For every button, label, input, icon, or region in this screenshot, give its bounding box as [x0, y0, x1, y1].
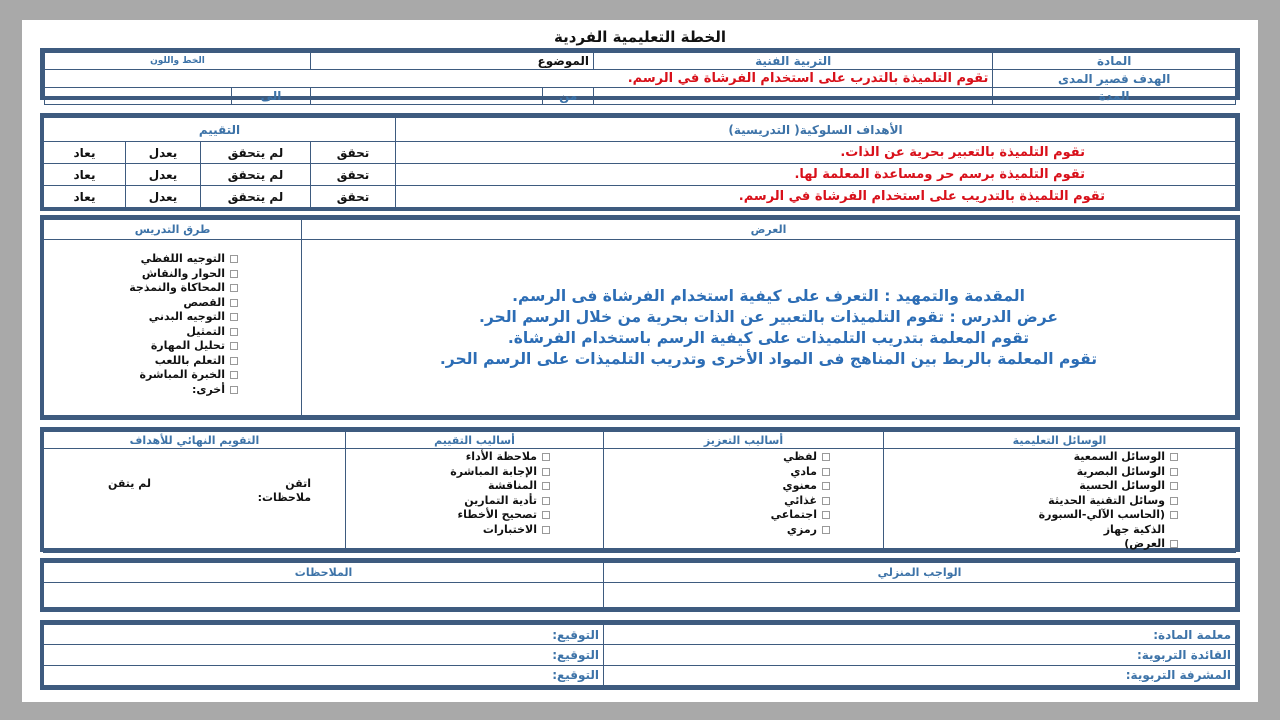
page-title: الخطة التعليمية الفردية [554, 28, 726, 46]
teaching-methods-list [44, 240, 302, 416]
assessment-methods-header: أساليب التقييم [346, 432, 604, 449]
aids-header: الوسائل التعليمية [884, 432, 1236, 449]
signature-label: التوقيع: [44, 665, 604, 685]
reinforcement-item[interactable]: معنوي [604, 479, 835, 494]
subject-label: المادة [993, 53, 1236, 70]
checkbox[interactable] [542, 526, 550, 534]
achieved-label: تحقق [311, 186, 396, 208]
checkbox[interactable] [1170, 482, 1178, 490]
aid-item[interactable]: وسائل التقنية الحديثة [884, 494, 1183, 509]
checkbox[interactable] [542, 468, 550, 476]
teaching-method-item[interactable]: الخبرة المباشرة [44, 368, 243, 383]
objective-row-1: تقوم التلميذة بالتعبير بحرية عن الذات. [396, 142, 1236, 164]
teaching-method-item[interactable]: القصص [44, 296, 243, 311]
aid-item[interactable]: الوسائل السمعية [884, 450, 1183, 465]
assessment-item[interactable]: الإجابة المباشرة [346, 465, 555, 480]
checkbox[interactable] [542, 453, 550, 461]
modified-label: يعدل [126, 164, 201, 186]
checkbox[interactable] [542, 511, 550, 519]
reinforcement-item[interactable]: مادي [604, 465, 835, 480]
header-info-section [40, 48, 1240, 103]
checkbox[interactable] [822, 482, 830, 490]
final-evaluation-header: التقويم النهائي للأهداف [44, 432, 346, 449]
homework-body[interactable] [604, 583, 1236, 608]
topic-label: الموضوع [310, 53, 593, 70]
assessment-list [346, 449, 604, 553]
homework-section [40, 558, 1240, 612]
checkbox[interactable] [822, 468, 830, 476]
teaching-method-item[interactable]: تحليل المهارة [44, 339, 243, 354]
checkbox[interactable] [230, 357, 238, 365]
presentation-header: العرض [302, 220, 1236, 240]
checkbox[interactable] [230, 299, 238, 307]
teaching-method-item[interactable]: التمثيل [44, 325, 243, 340]
mastered-label: اتقن [285, 477, 311, 490]
checkbox[interactable] [1170, 540, 1178, 548]
blank-cell [45, 88, 232, 105]
checkbox[interactable] [230, 386, 238, 394]
checkbox[interactable] [822, 526, 830, 534]
reinforcement-list [604, 449, 884, 553]
achieved-label: تحقق [311, 164, 396, 186]
aid-item[interactable]: العرض) [884, 537, 1183, 552]
checkbox[interactable] [822, 511, 830, 519]
from-label: من [543, 88, 594, 105]
reinforcement-header: أساليب التعزيز [604, 432, 884, 449]
presentation-line-3: تقوم المعلمة بتدريب التلميذات على كيفية الرسم باستخدام الفرشاة. [507, 328, 1030, 347]
subject-teacher-label: معلمة المادة: [604, 625, 1236, 645]
presentation-line-2: عرض الدرس : تقوم التلميذات بالتعبير عن الذات بحرية من خلال الرسم الحر. [479, 307, 1058, 326]
short-term-goal-label: الهدف قصير المدى [993, 70, 1236, 88]
not-achieved-label: لم يتحقق [201, 164, 311, 186]
lesson-plan-page [22, 20, 1258, 702]
assessment-item[interactable]: ملاحظة الأداء [346, 450, 555, 465]
checkbox[interactable] [1170, 497, 1178, 505]
not-achieved-label: لم يتحقق [201, 186, 311, 208]
duration-to-value [310, 88, 543, 105]
signatures-section [40, 620, 1240, 690]
presentation-section [40, 215, 1240, 420]
repeat-label: يعاد [44, 164, 126, 186]
teaching-method-item[interactable]: التوجيه اللفظي [44, 252, 243, 267]
remarks-header: الملاحظات [44, 563, 604, 583]
line-color-label: الخط واللون [45, 53, 311, 70]
teaching-methods-header: طرق التدريس [44, 220, 302, 240]
aid-item-continued: الذكية جهاز [1103, 522, 1165, 536]
checkbox[interactable] [230, 328, 238, 336]
modified-label: يعدل [126, 186, 201, 208]
checkbox[interactable] [230, 284, 238, 292]
aid-item[interactable]: (الحاسب الآلي-السبورة [884, 508, 1183, 523]
modified-label: يعدل [126, 142, 201, 164]
checkbox[interactable] [822, 453, 830, 461]
teaching-method-item[interactable]: التوجيه البدني [44, 310, 243, 325]
educational-supervisor-label: المشرفة التربوية: [604, 665, 1236, 685]
assessment-item[interactable]: تأدية التمارين [346, 494, 555, 509]
duration-from-value [594, 88, 993, 105]
to-label: الى [232, 88, 311, 105]
checkbox[interactable] [230, 313, 238, 321]
objective-row-2: تقوم التلميذة برسم حر ومساعدة المعلمة لها. [396, 164, 1236, 186]
not-achieved-label: لم يتحقق [201, 142, 311, 164]
reinforcement-item[interactable]: غذائي [604, 494, 835, 509]
homework-header: الواجب المنزلي [604, 563, 1236, 583]
reinforcement-item[interactable]: اجتماعي [604, 508, 835, 523]
objectives-header: الأهداف السلوكية( التدريسية) [396, 118, 1236, 142]
checkbox[interactable] [1170, 468, 1178, 476]
remarks-body[interactable] [44, 583, 604, 608]
teaching-method-item[interactable]: أخرى: [44, 383, 243, 398]
notes-label: ملاحظات: [257, 491, 311, 504]
checkbox[interactable] [230, 270, 238, 278]
repeat-label: يعاد [44, 142, 126, 164]
assessment-item[interactable]: تصحيح الأخطاء [346, 508, 555, 523]
presentation-body [302, 240, 1236, 416]
not-mastered-label: لم يتقن [107, 477, 151, 490]
checkbox[interactable] [542, 482, 550, 490]
checkbox[interactable] [230, 342, 238, 350]
final-evaluation-body [44, 449, 346, 553]
aids-list [884, 449, 1236, 553]
subject-value: التربية الفنية [594, 53, 993, 70]
checkbox[interactable] [1170, 453, 1178, 461]
checkbox[interactable] [230, 255, 238, 263]
educational-leader-label: القائدة التربوية: [604, 645, 1236, 665]
reinforcement-item[interactable]: رمزي [604, 523, 835, 538]
objectives-section [40, 113, 1240, 211]
teaching-method-item[interactable]: الحوار والنقاش [44, 267, 243, 282]
repeat-label: يعاد [44, 186, 126, 208]
teaching-method-item[interactable]: المحاكاة والنمذجة [44, 281, 243, 296]
evaluation-header: التقييم [44, 118, 396, 142]
assessment-item[interactable]: المناقشة [346, 479, 555, 494]
presentation-line-1: المقدمة والتمهيد : التعرف على كيفية استخدام الفرشاة فى الرسم. [512, 286, 1025, 305]
checkbox[interactable] [542, 497, 550, 505]
achieved-label: تحقق [311, 142, 396, 164]
teaching-method-item[interactable]: التعلم باللعب [44, 354, 243, 369]
signature-label: التوقيع: [44, 645, 604, 665]
signature-label: التوقيع: [44, 625, 604, 645]
checkbox[interactable] [1170, 511, 1178, 519]
duration-label: المدة [993, 88, 1236, 105]
assessment-item[interactable]: الاختبارات [346, 523, 555, 538]
aid-item[interactable]: الوسائل البصرية [884, 465, 1183, 480]
presentation-line-4: تقوم المعلمة بالربط بين المناهج فى المواد الأخرى وتدريب التلميذات على الرسم الحر. [439, 349, 1098, 368]
checkbox[interactable] [822, 497, 830, 505]
methods-section [40, 427, 1240, 552]
reinforcement-item[interactable]: لفظي [604, 450, 835, 465]
short-term-goal-value: تقوم التلميذة بالتدرب على استخدام الفرشاة في الرسم. [45, 70, 993, 88]
aid-item[interactable]: الوسائل الحسية [884, 479, 1183, 494]
objective-row-3: تقوم التلميذة بالتدريب على استخدام الفرشاة في الرسم. [396, 186, 1236, 208]
checkbox[interactable] [230, 371, 238, 379]
